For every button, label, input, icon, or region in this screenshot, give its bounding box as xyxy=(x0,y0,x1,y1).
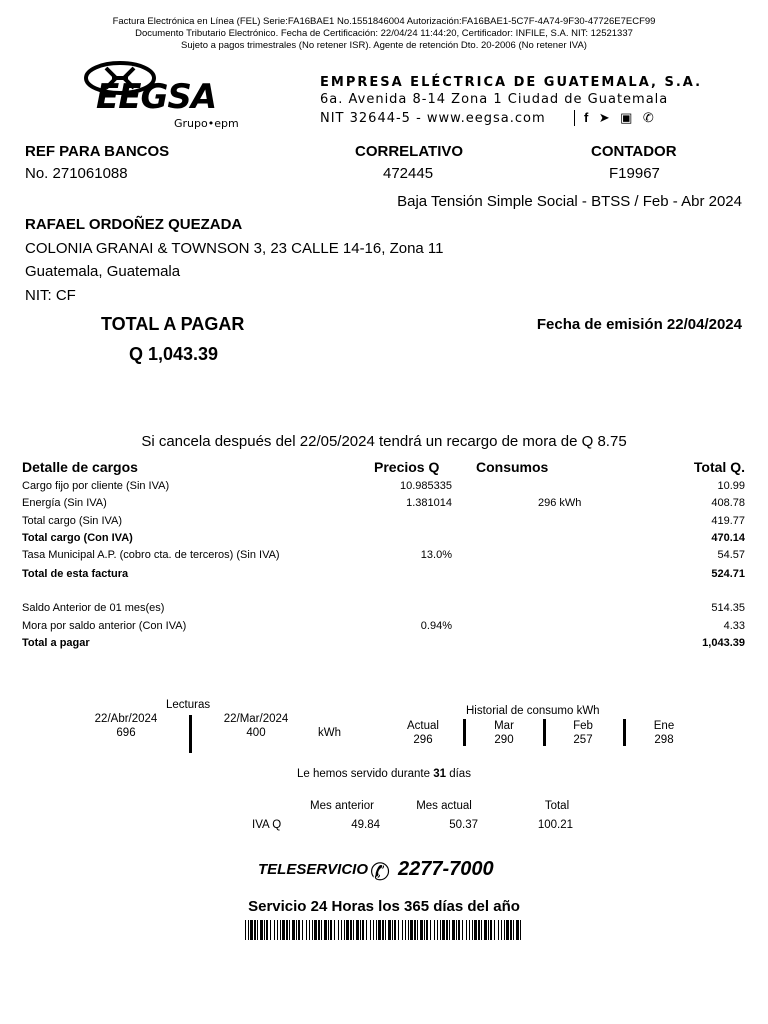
row-total: 54.57 xyxy=(717,549,745,561)
reading-date-1: 22/Abr/2024 xyxy=(94,713,158,725)
company-name: EMPRESA ELÉCTRICA DE GUATEMALA, S.A. xyxy=(320,75,703,90)
row-label: Mora por saldo anterior (Con IVA) xyxy=(22,620,187,632)
service-days-suffix: días xyxy=(449,768,471,780)
social-icons xyxy=(578,109,654,127)
readings-divider xyxy=(189,715,192,753)
customer-name: RAFAEL ORDOÑEZ QUEZADA xyxy=(25,216,243,233)
iva-total-value: 100.21 xyxy=(537,819,573,831)
row-total: 1,043.39 xyxy=(702,637,745,649)
row-label: Saldo Anterior de 01 mes(es) xyxy=(22,602,165,614)
whatsapp-icon[interactable]: ✆ xyxy=(642,110,654,125)
facebook-icon[interactable]: f xyxy=(584,110,589,125)
history-label: Ene xyxy=(653,720,675,732)
company-divider xyxy=(574,110,575,126)
row-label: Total cargo (Sin IVA) xyxy=(22,515,123,527)
teleservicio-label: TELESERVICIO xyxy=(258,861,369,878)
row-price: 0.94% xyxy=(420,620,452,632)
service-days-count: 31 xyxy=(433,768,446,780)
charges-header-prices: Precios Q xyxy=(374,459,440,475)
history-value: 290 xyxy=(494,734,514,746)
iva-header-total: Total xyxy=(544,800,570,812)
row-label: Total a pagar xyxy=(22,637,90,649)
iva-prev-value: 49.84 xyxy=(351,819,380,831)
row-label: Total cargo (Con IVA) xyxy=(22,532,133,544)
correlativo-label: CORRELATIVO xyxy=(355,143,464,160)
history-value: 257 xyxy=(573,734,593,746)
row-label: Tasa Municipal A.P. (cobro cta. de terceros) (Sin IVA) xyxy=(22,549,280,561)
reading-date-2: 22/Mar/2024 xyxy=(223,713,289,725)
iva-header-prev: Mes anterior xyxy=(310,800,374,812)
tariff-period: Baja Tensión Simple Social - BTSS / Feb - Abr 2024 xyxy=(397,193,742,210)
row-label: Energía (Sin IVA) xyxy=(22,497,107,509)
service-hours: Servicio 24 Horas los 365 días del año xyxy=(248,898,520,915)
history-divider xyxy=(543,719,546,746)
contador-label: CONTADOR xyxy=(591,143,677,160)
company-nit-web: NIT 32644-5 - www.eegsa.com xyxy=(320,111,546,126)
late-fee-notice: Si cancela después del 22/05/2024 tendrá un recargo de mora de Q 8.75 xyxy=(141,433,627,450)
row-label: Cargo fijo por cliente (Sin IVA) xyxy=(22,480,170,492)
total-amount: Q 1,043.39 xyxy=(129,344,219,364)
teleservicio-phone[interactable]: 2277-7000 xyxy=(398,858,494,880)
customer-address-2: Guatemala, Guatemala xyxy=(25,263,181,280)
history-divider xyxy=(463,719,466,746)
row-price: 1.381014 xyxy=(406,497,452,509)
svg-text:EEGSA: EEGSA xyxy=(96,77,217,117)
correlativo-value: 472445 xyxy=(383,165,434,182)
twitter-icon[interactable]: ➤ xyxy=(598,110,610,125)
contador-value: F19967 xyxy=(609,165,660,182)
row-total: 524.71 xyxy=(711,568,745,580)
barcode-graphic xyxy=(245,920,523,940)
emission-date: Fecha de emisión 22/04/2024 xyxy=(536,316,742,333)
ref-value: No. 271061088 xyxy=(25,165,128,182)
iva-header-current: Mes actual xyxy=(416,800,472,812)
row-total: 419.77 xyxy=(711,515,745,527)
fel-line-1: Factura Electrónica en Línea (FEL) Serie:FA16BAE1 No.1551846004 Autorización:FA16BAE1-5C7F-4A74-9F30-47726E7ECF99 xyxy=(112,16,656,27)
service-days-prefix: Le hemos servido durante xyxy=(297,768,430,780)
reading-value-1: 696 xyxy=(116,727,136,739)
charges-header-total: Total Q. xyxy=(693,459,745,475)
history-value: 298 xyxy=(654,734,674,746)
customer-address-1: COLONIA GRANAI & TOWNSON 3, 23 CALLE 14-16, Zona 11 xyxy=(25,240,444,257)
row-total: 470.14 xyxy=(711,532,745,544)
history-label: Actual xyxy=(407,720,439,732)
eegsa-logo-graphic xyxy=(82,60,252,135)
history-label: Mar xyxy=(494,720,514,732)
row-total: 4.33 xyxy=(723,620,745,632)
fel-line-3: Sujeto a pagos trimestrales (No retener ISR). Agente de retención Dto. 20-2006 (No retener IVA) xyxy=(181,40,587,51)
row-total: 10.99 xyxy=(717,480,745,492)
row-price: 13.0% xyxy=(420,549,452,561)
charges-header-detail: Detalle de cargos xyxy=(22,459,138,475)
history-title: Historial de consumo kWh xyxy=(466,705,600,717)
row-consumption: 296 kWh xyxy=(538,497,582,509)
eegsa-logo xyxy=(82,60,252,140)
row-price: 10.985335 xyxy=(400,480,452,492)
row-label: Total de esta factura xyxy=(22,568,129,580)
reading-value-2: 400 xyxy=(246,727,266,739)
total-label: TOTAL A PAGAR xyxy=(101,314,245,334)
instagram-icon[interactable]: ▣ xyxy=(620,110,633,125)
company-address: 6a. Avenida 8-14 Zona 1 Ciudad de Guatemala xyxy=(320,92,669,107)
barcode xyxy=(245,920,523,945)
service-days xyxy=(0,768,768,780)
ref-label: REF PARA BANCOS xyxy=(25,143,170,160)
customer-nit: NIT: CF xyxy=(25,287,76,304)
history-divider xyxy=(623,719,626,746)
row-total: 514.35 xyxy=(711,602,745,614)
history-label: Feb xyxy=(573,720,593,732)
charges-header-consumption: Consumos xyxy=(476,459,549,475)
history-value: 296 xyxy=(413,734,433,746)
reading-unit: kWh xyxy=(318,727,341,739)
svg-text:Grupo•epm: Grupo•epm xyxy=(174,117,239,130)
readings-title: Lecturas xyxy=(166,699,211,711)
row-total: 408.78 xyxy=(711,497,745,509)
iva-label: IVA Q xyxy=(252,819,282,831)
iva-current-value: 50.37 xyxy=(449,819,478,831)
fel-line-2: Documento Tributario Electrónico. Fecha de Certificación: 22/04/24 11:44:20, Certificador: INFILE, S.A. NIT: 12521337 xyxy=(135,28,633,39)
phone-icon: ✆ xyxy=(370,859,391,886)
